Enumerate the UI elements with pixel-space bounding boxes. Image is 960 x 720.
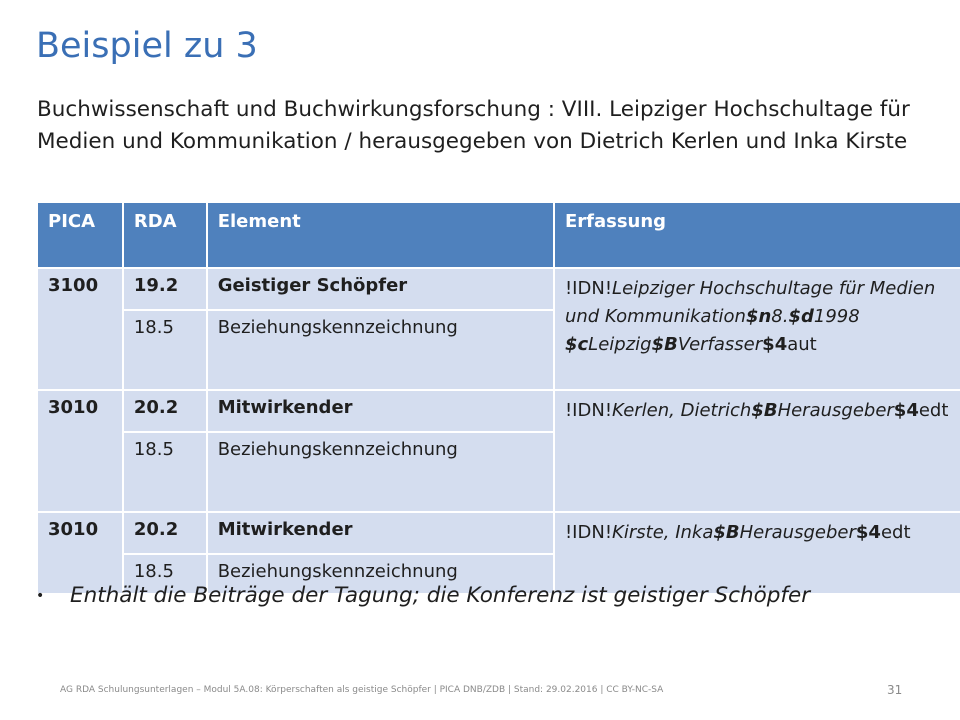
erfassung-segment: Leipziger Hochschultage für Medien und Kommunikation [564, 278, 936, 327]
page-number: 31 [887, 683, 903, 697]
cell-rda: 20.2 [123, 390, 207, 432]
cell-rda: 20.2 [123, 512, 207, 554]
erfassung-segment: !IDN! [564, 278, 613, 299]
table-header-row [37, 202, 960, 268]
slide-title: Beispiel zu 3 [36, 26, 258, 66]
erfassung-segment: Kirste, Inka [612, 522, 714, 543]
footer-text: AG RDA Schulungsunterlagen – Modul 5A.08: Körperschaften als geistige Schöpfer | PICA DNB/ZDB | Stand: 29.02.2016 | CC BY-NC-SA [60, 685, 664, 695]
cell-pica: 3010 [37, 512, 123, 594]
erfassung-segment: $c [564, 334, 589, 355]
erfassung-segment: !IDN! [564, 400, 613, 421]
table-row [37, 268, 960, 310]
cell-element: Mitwirkender [207, 390, 554, 432]
header-element: Element [207, 202, 554, 268]
erfassung-segment: edt [918, 400, 949, 421]
erfassung-segment: 8. [771, 306, 789, 327]
bullet-text: Enthält die Beiträge der Tagung; die Konferenz ist geistiger Schöpfer [70, 583, 811, 608]
cell-erfassung [554, 268, 960, 390]
erfassung-segment: $B [651, 334, 678, 355]
erfassung-segment: $B [751, 400, 778, 421]
cell-rda: 19.2 [123, 268, 207, 310]
erfassung-segment: edt [880, 522, 911, 543]
cell-rda: 18.5 [123, 310, 207, 390]
erfassung-segment: $4 [762, 334, 788, 355]
cell-rda: 18.5 [123, 432, 207, 512]
erfassung-segment: aut [787, 334, 817, 355]
bullet-icon: • [36, 588, 45, 604]
erfassung-segment: Herausgeber [739, 522, 856, 543]
erfassung-segment: Leipzig [588, 334, 652, 355]
erfassung-segment: !IDN! [564, 522, 613, 543]
cell-erfassung [554, 390, 960, 512]
rda-table [36, 201, 960, 595]
header-pica: PICA [37, 202, 123, 268]
header-rda: RDA [123, 202, 207, 268]
cell-rda: 18.5 [123, 554, 207, 594]
erfassung-segment: $4 [893, 400, 919, 421]
erfassung-segment: Kerlen, Dietrich [612, 400, 752, 421]
cell-element: Beziehungskennzeichnung [207, 554, 554, 594]
cell-element: Beziehungskennzeichnung [207, 310, 554, 390]
table-row [37, 512, 960, 554]
erfassung-segment: $d [788, 306, 814, 327]
erfassung-segment: Verfasser [677, 334, 763, 355]
cell-element: Geistiger Schöpfer [207, 268, 554, 310]
table-row [37, 390, 960, 432]
header-erfassung: Erfassung [554, 202, 960, 268]
erfassung-segment: $n [745, 306, 772, 327]
erfassung-segment: Herausgeber [777, 400, 894, 421]
erfassung-segment: $B [713, 522, 740, 543]
cell-pica: 3100 [37, 268, 123, 390]
cell-element: Beziehungskennzeichnung [207, 432, 554, 512]
slide-subtitle: Buchwissenschaft und Buchwirkungsforschung : VIII. Leipziger Hochschultage für Medien und Kommunikation / herausgegeben von Dietrich Kerlen und Inka Kirste [37, 97, 910, 154]
cell-pica: 3010 [37, 390, 123, 512]
erfassung-segment: 1998 [813, 306, 860, 327]
bullet-item [36, 582, 936, 610]
erfassung-segment: $4 [855, 522, 881, 543]
cell-element: Mitwirkender [207, 512, 554, 554]
